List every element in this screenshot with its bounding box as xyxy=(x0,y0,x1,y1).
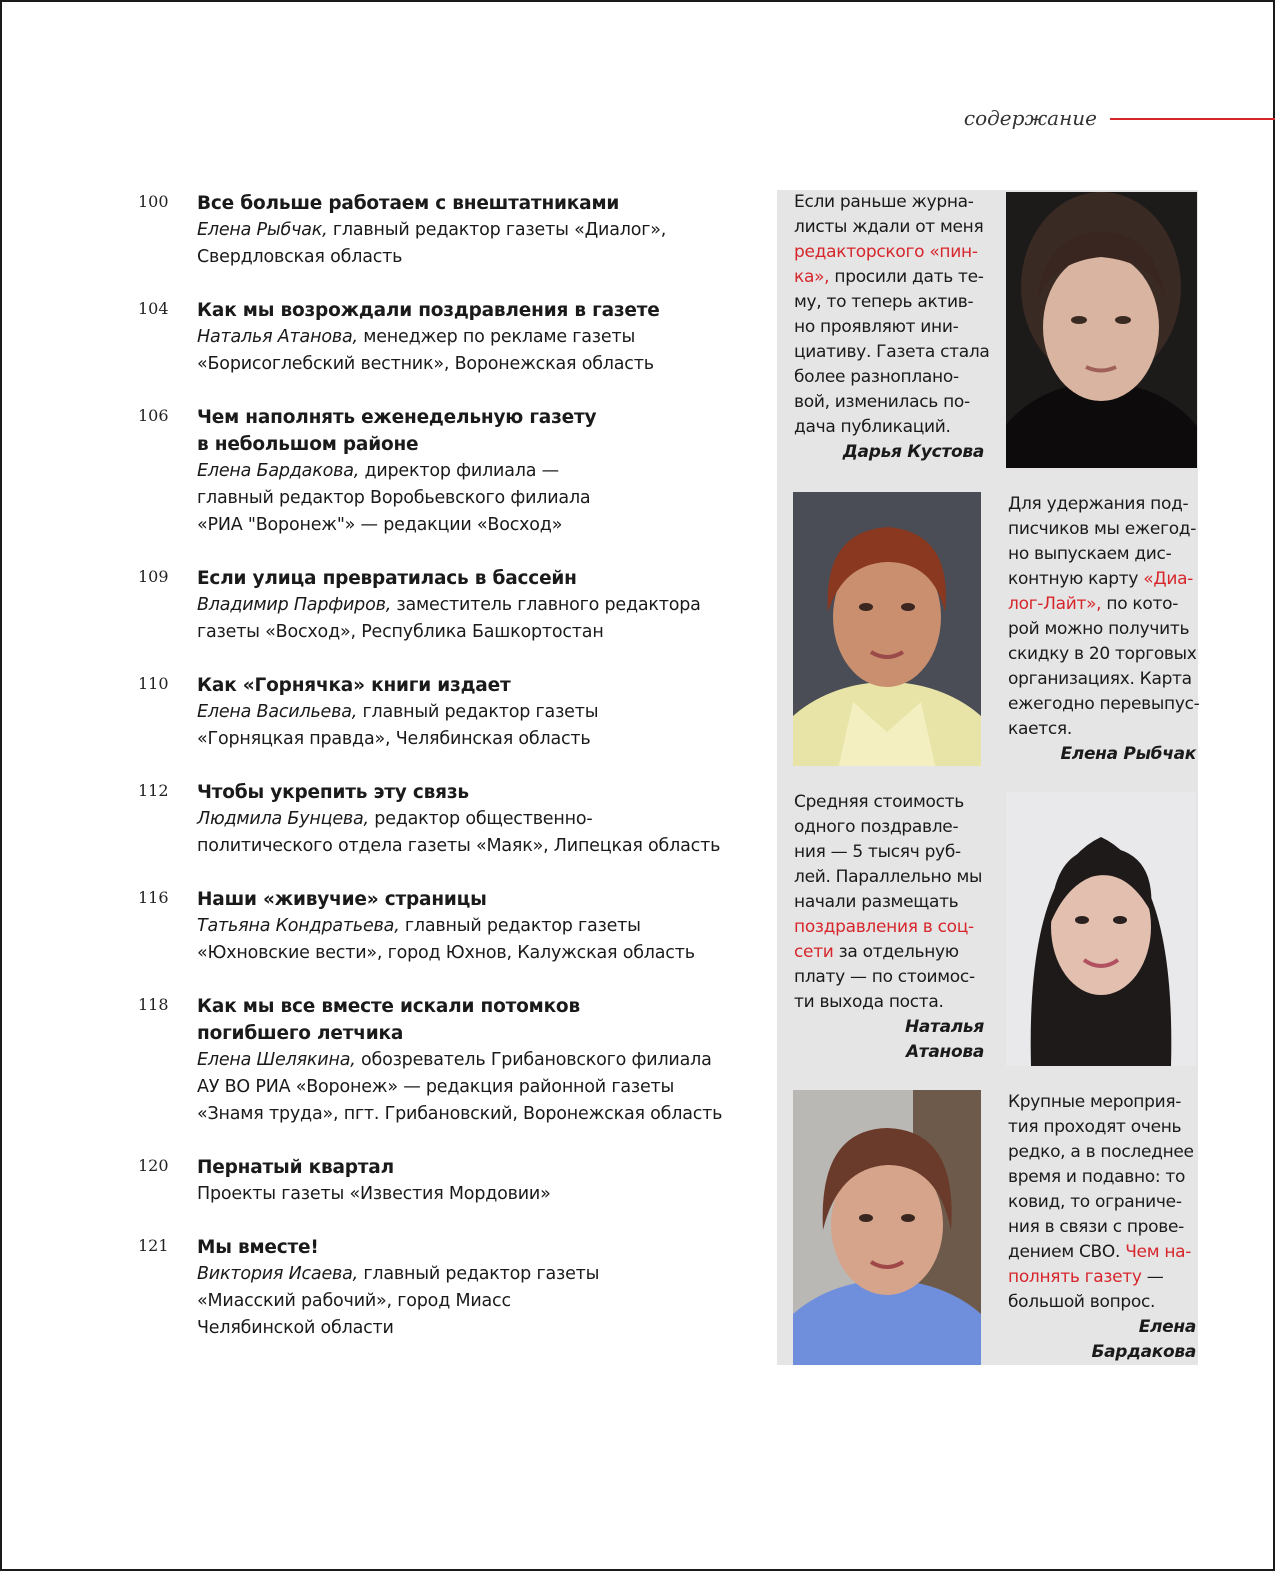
section-rule xyxy=(1110,118,1275,120)
toc-author: Владимир Парфиров, xyxy=(197,595,392,615)
toc-page-number: 112 xyxy=(138,781,169,800)
toc-title: Чтобы укрепить эту связь xyxy=(197,782,469,803)
toc-title: Чем наполнять еженедельную газету в небольшом районе xyxy=(197,407,597,455)
toc-entry[interactable] xyxy=(138,297,738,378)
toc-author: Елена Шелякина, xyxy=(197,1050,356,1070)
table-of-contents xyxy=(138,190,738,1342)
toc-page-number: 106 xyxy=(138,406,169,425)
toc-page-number: 118 xyxy=(138,995,169,1014)
toc-author: Татьяна Кондратьева, xyxy=(197,916,400,936)
quote-author: Дарья Кустова xyxy=(842,442,984,462)
section-label: содержание xyxy=(963,106,1097,130)
toc-title: Мы вместе! xyxy=(197,1237,319,1258)
toc-entry[interactable] xyxy=(138,779,738,860)
toc-page-number: 120 xyxy=(138,1156,169,1175)
toc-entry[interactable] xyxy=(138,993,738,1128)
toc-title: Все больше работаем с внештатниками xyxy=(197,193,620,214)
toc-page-number: 121 xyxy=(138,1236,169,1255)
toc-author: Наталья Атанова, xyxy=(197,327,358,347)
quote-author: Атанова xyxy=(905,1042,984,1062)
photo-bardakova xyxy=(793,1090,981,1365)
photo-rybchak xyxy=(793,492,981,766)
photo-kustova xyxy=(1006,192,1197,468)
quote-author: Елена xyxy=(1138,1317,1196,1337)
toc-entry[interactable] xyxy=(138,190,738,271)
toc-description: Татьяна Кондратьева, главный редактор газеты «Юхновские вести», город Юхнов, Калужская область xyxy=(197,916,695,963)
quotes-sidebar xyxy=(777,190,1198,1365)
toc-page-number: 116 xyxy=(138,888,169,907)
toc-title: Как мы все вместе искали потомков погибшего летчика xyxy=(197,996,580,1044)
toc-entry[interactable] xyxy=(138,404,738,539)
toc-entry[interactable] xyxy=(138,1234,738,1342)
toc-title: Если улица превратилась в бассейн xyxy=(197,568,577,589)
toc-title: Как мы возрождали поздравления в газете xyxy=(197,300,660,321)
photo-atanova xyxy=(1006,792,1196,1066)
toc-description: Проекты газеты «Известия Мордовии» xyxy=(197,1184,551,1204)
toc-title: Как «Горнячка» книги издает xyxy=(197,675,511,696)
quote-atanova: Средняя стоимость одного поздравле- ния — 5 тысяч руб- лей. Параллельно мы начали размещать поздравления в соц- сети за отдельную плату — по стоимос- ти выхода поста. Наталья Атанова xyxy=(794,790,984,1065)
toc-description: Людмила Бунцева, редактор общественно- политического отдела газеты «Маяк», Липецкая область xyxy=(197,809,721,856)
toc-author: Людмила Бунцева, xyxy=(197,809,369,829)
toc-description: Елена Шелякина, обозреватель Грибановского филиала АУ ВО РИА «Воронеж» — редакция районной газеты «Знамя труда», пгт. Грибановский, Воронежская область xyxy=(197,1050,723,1124)
toc-author: Елена Рыбчак, xyxy=(197,220,328,240)
toc-description: Владимир Парфиров, заместитель главного редактора газеты «Восход», Республика Башкортостан xyxy=(197,595,701,642)
toc-entry[interactable] xyxy=(138,565,738,646)
toc-description: Наталья Атанова, менеджер по рекламе газеты «Борисоглебский вестник», Воронежская область xyxy=(197,327,654,374)
toc-title: Наши «живучие» страницы xyxy=(197,889,487,910)
toc-description: Елена Васильева, главный редактор газеты «Горняцкая правда», Челябинская область xyxy=(197,702,599,749)
toc-author: Елена Бардакова, xyxy=(197,461,360,481)
quote-author: Бардакова xyxy=(1091,1342,1196,1362)
toc-description: Елена Бардакова, директор филиала — главный редактор Воробьевского филиала «РИА "Воронеж"» — редакции «Восход» xyxy=(197,461,591,535)
toc-page-number: 104 xyxy=(138,299,169,318)
toc-description: Елена Рыбчак, главный редактор газеты «Диалог», Свердловская область xyxy=(197,220,667,267)
toc-author: Виктория Исаева, xyxy=(197,1264,359,1284)
toc-description: Виктория Исаева, главный редактор газеты «Миасский рабочий», город Миасс Челябинской области xyxy=(197,1264,600,1338)
toc-title: Пернатый квартал xyxy=(197,1157,394,1178)
quote-kustova: Если раньше журна- листы ждали от меня редакторского «пин- ка», просили дать те- му, то теперь актив- но проявляют ини- циативу. Газета стала более разноплано- вой, изменилась по- дача публикаций. Дарья Кустова xyxy=(794,190,984,465)
quote-rybchak: Для удержания под- писчиков мы ежегод- но выпускаем дис- контную карту «Диа- лог-Лайт», по кото- рой можно получить скидку в 20 торговых организациях. Карта ежегодно перевыпус- кается. Елена Рыбчак xyxy=(1008,492,1196,767)
toc-entry[interactable] xyxy=(138,886,738,967)
toc-page-number: 109 xyxy=(138,567,169,586)
toc-entry[interactable] xyxy=(138,1154,738,1208)
toc-author: Елена Васильева, xyxy=(197,702,358,722)
quote-author: Наталья xyxy=(904,1017,984,1037)
quote-author: Елена Рыбчак xyxy=(1060,744,1196,764)
toc-entry[interactable] xyxy=(138,672,738,753)
quote-bardakova: Крупные мероприя- тия проходят очень редко, а в последнее время и подавно: то ковид, то ограниче- ния в связи с прове- дением СВО. Чем на- полнять газету — большой вопрос. Елена Бардакова xyxy=(1008,1090,1196,1365)
toc-page-number: 100 xyxy=(138,192,169,211)
toc-page-number: 110 xyxy=(138,674,169,693)
